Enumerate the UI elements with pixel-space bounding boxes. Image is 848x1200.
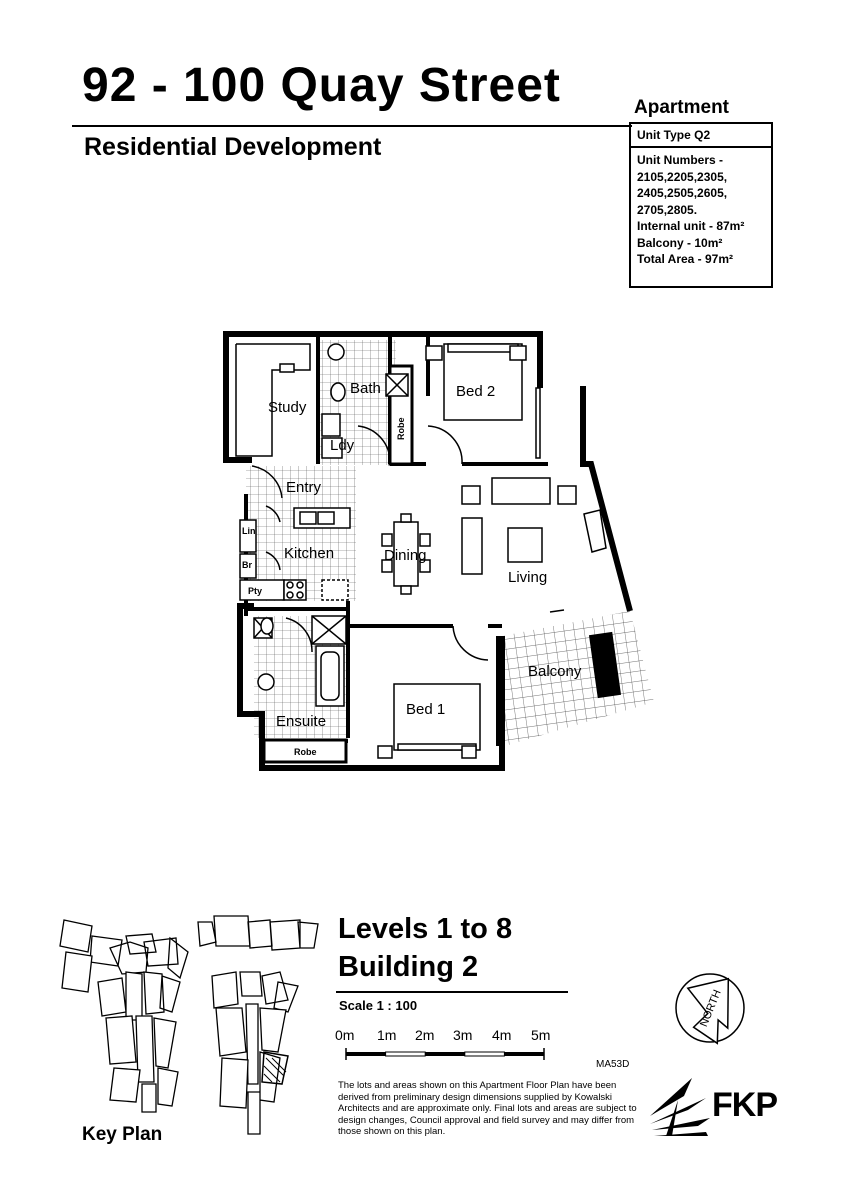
chair [401, 514, 411, 522]
room-label-pantry: Pty [248, 586, 263, 596]
room-label-entry: Entry [286, 479, 322, 496]
basin [328, 344, 344, 360]
scale-label: Scale 1 : 100 [339, 998, 418, 1013]
page-title: 92 - 100 Quay Street [82, 59, 561, 112]
balcony-area: Balcony - 10m² [637, 235, 723, 250]
page-subtitle: Residential Development [84, 133, 382, 161]
room-label-linen: Lin [242, 526, 256, 536]
north-arrow [672, 968, 750, 1048]
scale-segment [504, 1052, 544, 1056]
scale-rule [336, 991, 568, 993]
fkp-logo-mark [648, 1076, 714, 1142]
door-swing [428, 426, 462, 464]
armchair [558, 486, 576, 504]
tower-outline [98, 972, 180, 1020]
arrow [550, 610, 564, 612]
chair [280, 364, 294, 372]
bathtub-inner [321, 652, 339, 700]
window [536, 388, 540, 458]
plan-code: MA53D [596, 1059, 630, 1070]
room-label-laundry: Ldy [330, 437, 355, 454]
bedside-table [510, 346, 526, 360]
scale-segment [386, 1052, 426, 1056]
scale-segment [465, 1052, 505, 1056]
pillow [448, 344, 518, 352]
unit-numbers-line: 2705,2805. [637, 202, 698, 217]
room-label-bath: Bath [350, 380, 381, 397]
room-label-kitchen: Kitchen [284, 545, 335, 562]
unit-numbers-line: 2405,2505,2605, [637, 186, 728, 200]
total-area: Total Area - 97m² [637, 252, 734, 266]
room-label-broom: Br [242, 560, 253, 570]
category-label: Apartment [634, 97, 730, 118]
room-label-robe: Robe [294, 747, 317, 757]
chair [420, 534, 430, 546]
toilet [261, 618, 273, 634]
sofa [462, 518, 482, 574]
scale-bar [345, 1048, 545, 1062]
basin [258, 674, 274, 690]
fkp-logo-text: FKP [712, 1086, 777, 1124]
sofa [492, 478, 550, 504]
room-label-bed-2: Bed 2 [456, 383, 496, 400]
unit-numbers-label: Unit Numbers - [637, 153, 724, 167]
floor-plan [218, 326, 658, 776]
scale-tick-label: 0m [335, 1027, 355, 1043]
sink-bowl [318, 512, 334, 524]
key-plan-label: Key Plan [82, 1124, 163, 1145]
disclaimer: The lots and areas shown on this Apartment Floor Plan have been derived from preliminary design dimensions supplied by Kowalski Architects and are approximate only. Final lots and areas are subject to design changes, Council approval and field survey and may differ from those shown on this plan. [338, 1080, 637, 1137]
coffee-table [508, 528, 542, 562]
levels-heading [338, 910, 512, 986]
key-plan [52, 912, 338, 1152]
unit-info-box [629, 122, 773, 288]
scale-segment [425, 1052, 465, 1056]
bedside-table [378, 746, 392, 758]
scale-tick-label: 5m [531, 1027, 551, 1043]
internal-area: Internal unit - 87m² [637, 219, 745, 233]
scale-tick-label: 2m [415, 1027, 435, 1043]
header-rule [72, 125, 632, 127]
linen-cupboard [240, 520, 256, 552]
building-line: Building 2 [338, 951, 479, 983]
chair [401, 586, 411, 594]
laundry-tub [322, 414, 340, 436]
fridge-space [322, 580, 348, 600]
scale-tick-label: 4m [492, 1027, 512, 1043]
door-swing [453, 626, 488, 660]
unit-numbers-line: 2105,2205,2305, [637, 169, 728, 184]
unit-type: Unit Type Q2 [631, 124, 771, 148]
room-label-balcony: Balcony [528, 663, 582, 680]
levels-line: Levels 1 to 8 [338, 913, 513, 945]
room-label-dining: Dining [384, 547, 427, 564]
armchair [462, 486, 480, 504]
logo-shard [654, 1132, 708, 1136]
scale-tick-label: 3m [453, 1027, 473, 1043]
tower-outline [198, 916, 318, 950]
chair [382, 534, 392, 546]
room-label-robe: Robe [396, 417, 406, 440]
bedside-table [426, 346, 442, 360]
room-label-living: Living [508, 569, 548, 586]
scale-tick-label: 1m [377, 1027, 397, 1043]
unit-details [631, 148, 771, 272]
tower-outline [62, 952, 92, 992]
wall [583, 386, 630, 611]
toilet [331, 383, 345, 401]
sink-bowl [300, 512, 316, 524]
room-label-study: Study [268, 399, 307, 416]
scale-segment [346, 1052, 386, 1056]
room-label-bed-1: Bed 1 [406, 701, 446, 718]
bedside-table [462, 746, 476, 758]
room-label-ensuite: Ensuite [276, 713, 327, 730]
scale-ticks [335, 1027, 565, 1045]
north-label: NORTH [698, 988, 724, 1029]
